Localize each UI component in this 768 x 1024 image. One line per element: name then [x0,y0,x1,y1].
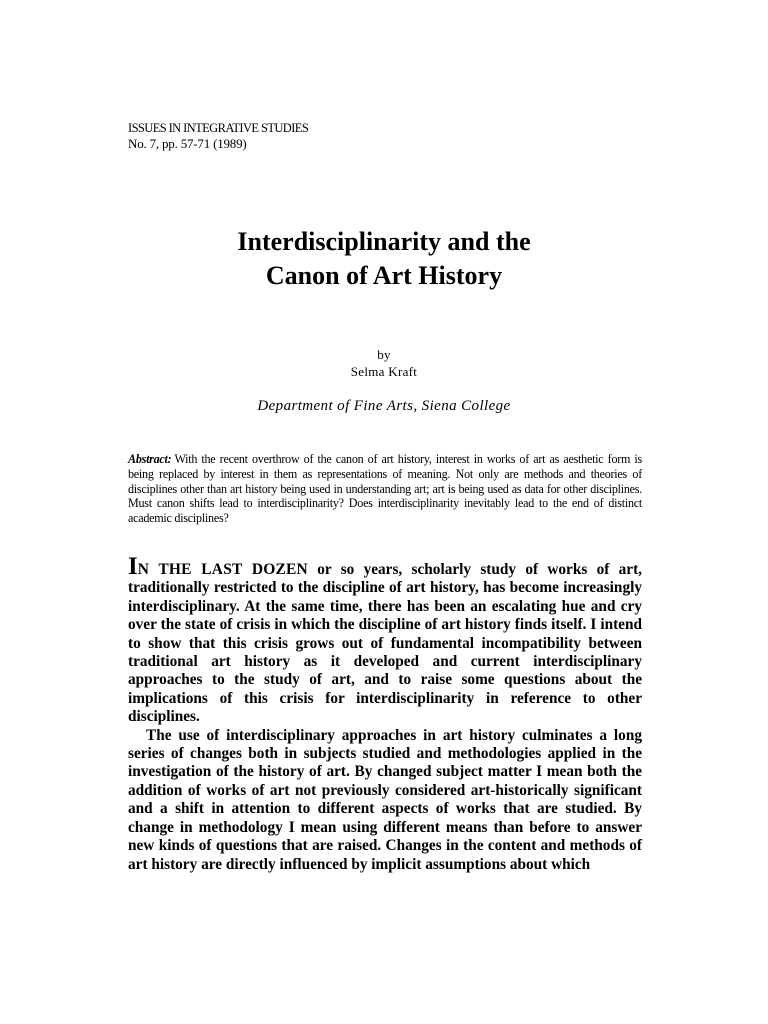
paper-title [0,225,768,293]
abstract [128,452,642,526]
opening-small-caps: N THE LAST DOZEN [137,561,308,578]
abstract-text: With the recent overthrow of the canon of art history, interest in works of art as aesthetic form is being replaced by interest in them as representations of meaning. Not only are methods and theories of disciplines other than art history being used in understanding art; art is being used as data for other disciplines. Must canon shifts lead to interdisciplinarity? Does interdisciplinarity inevitably lead to the end of distinct academic disciplines? [128,452,642,526]
paragraph-1-text: or so years, scholarly study of works of art, traditionally restricted to the discipline of art history, has become increasingly interdisciplinary. At the same time, there has been an escalating hue and cry over the state of crisis in which the discipline of art history finds itself. I intend to show that this crisis grows out of fundamental incompatibility between traditional art history as it developed and current interdisciplinary approaches to the study of art, and to raise some questions about the implications of this crisis for interdisciplinarity in reference to other disciplines. [128,561,642,726]
abstract-label: Abstract: [128,452,172,466]
title-line-2: Canon of Art History [265,261,503,290]
journal-series: ISSUES IN INTEGRATIVE STUDIES [128,121,309,135]
title-line-1: Interdisciplinarity and the [237,227,531,256]
byline-by: by [377,347,391,362]
body-paragraph-2: The use of interdisciplinary approaches in art history culminates a long series of changes both in subjects studied and methodologies applied in the investigation of the history of art. By changed subject matter I mean both the addition of works of art not previously considered art-historically significant and a shift in attention to different aspects of works that are studied. By change in methodology I mean using different means than before to answer new kinds of questions that are raised. Changes in the content and methods of art history are directly influenced by implicit assumptions about which [128,726,642,873]
journal-header [128,121,308,151]
author-affiliation: Department of Fine Arts, Siena College [257,398,511,414]
body-paragraph-1 [128,553,642,727]
author-name: Selma Kraft [350,364,418,379]
byline [0,346,768,380]
issue-info: No. 7, pp. 57-71 (1989) [128,136,247,151]
body-text [128,553,642,874]
drop-cap: I [128,553,138,580]
